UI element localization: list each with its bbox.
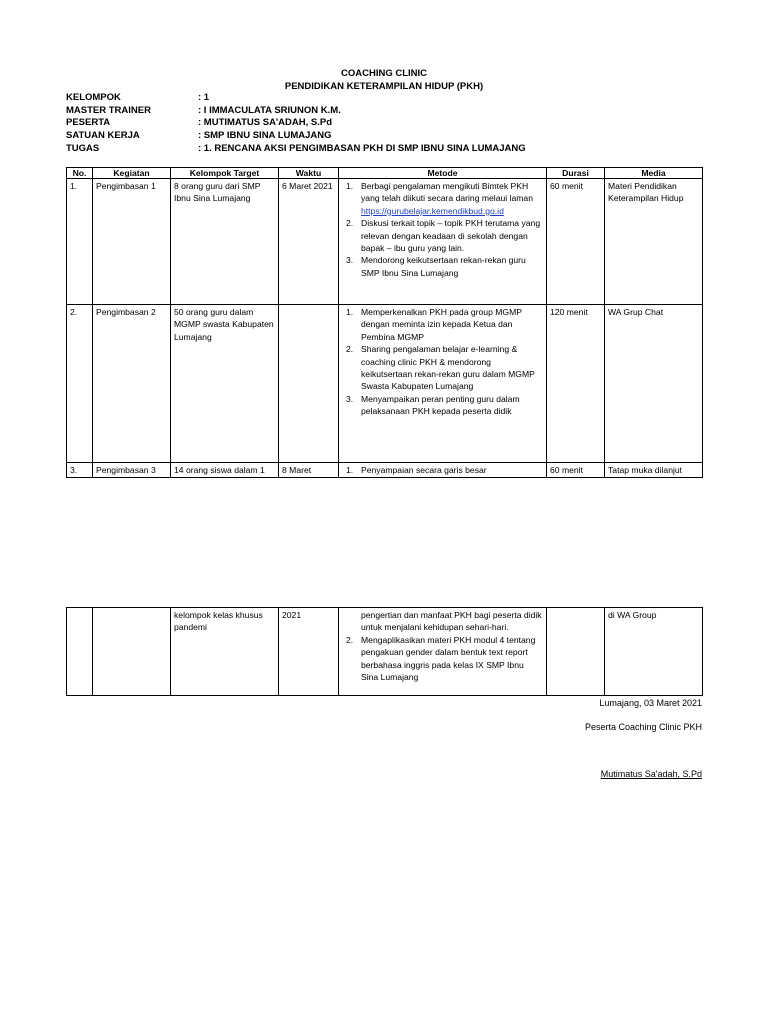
method-item: 2. Mengaplikasikan materi PKH modul 4 tentang pengakuan gender dalam bentuk text report berbahasa inggris pada kelas IX SMP Ibnu Sina Lumajang: [346, 634, 536, 683]
cell-durasi: 120 menit: [547, 305, 605, 463]
meta-key: TUGAS: [66, 143, 100, 154]
cell-media: Materi Pendidikan Keterampilan Hidup: [605, 179, 703, 305]
cell-target: 14 orang siswa dalam 1: [171, 463, 279, 478]
cell-media: di WA Group: [605, 608, 703, 696]
document-title: COACHING CLINIC: [340, 68, 428, 79]
meta-value: : SMP IBNU SINA LUMAJANG: [198, 130, 332, 141]
cell-durasi: 60 menit: [547, 179, 605, 305]
table-row: [67, 305, 703, 463]
col-header-kegiatan: Kegiatan: [93, 168, 171, 179]
col-header-durasi: Durasi: [547, 168, 605, 179]
place-date: Lumajang, 03 Maret 2021: [599, 698, 702, 708]
cell-target: 8 orang guru dari SMP Ibnu Sina Lumajang: [171, 179, 279, 305]
meta-value: : I IMMACULATA SRIUNON K.M.: [198, 105, 341, 116]
cell-waktu: 6 Maret 2021: [279, 179, 339, 305]
col-header-kelompok-target: Kelompok Target: [171, 168, 279, 179]
method-item: 3. Menyampaikan peran penting guru dalam pelaksanaan PKH kepada peserta didik: [346, 393, 520, 417]
method-item: 1. Penyampaian secara garis besar: [346, 465, 487, 475]
table-row: [67, 463, 703, 478]
cell-kegiatan: Pengimbasan 1: [93, 179, 171, 305]
signatory-role: Peserta Coaching Clinic PKH: [584, 722, 702, 732]
col-header-no: No.: [67, 168, 93, 179]
gurubelajar-link[interactable]: https://gurubelajar.kemendikbud.go.id: [361, 205, 504, 216]
cell-waktu: [279, 305, 339, 463]
meta-value: : 1. RENCANA AKSI PENGIMBASAN PKH DI SMP IBNU SINA LUMAJANG: [198, 143, 526, 154]
action-plan-table: [66, 167, 703, 478]
cell-waktu: 2021: [279, 608, 339, 696]
cell-target: kelompok kelas khusus pandemi: [171, 608, 279, 696]
cell-kegiatan: [93, 608, 171, 696]
meta-key: PESERTA: [66, 117, 111, 128]
cell-metode: [339, 463, 547, 478]
cell-no: 1.: [67, 179, 93, 305]
action-plan-table-continued: [66, 607, 703, 696]
cell-no: 2.: [67, 305, 93, 463]
cell-waktu: 8 Maret: [279, 463, 339, 478]
col-header-media: Media: [605, 168, 703, 179]
meta-key: KELOMPOK: [66, 92, 121, 103]
method-item-continued: pengertian dan manfaat PKH bagi peserta didik untuk menjalani kehidupan sehari-hari.: [361, 610, 542, 633]
meta-key: MASTER TRAINER: [66, 105, 151, 116]
meta-key: SATUAN KERJA: [66, 130, 140, 141]
meta-value: : 1: [198, 92, 210, 103]
method-item: 1. Memperkenalkan PKH pada group MGMP dengan meminta izin kepada Ketua dan Pembina MGMP: [346, 307, 522, 342]
cell-metode: [339, 305, 547, 463]
cell-no: [67, 608, 93, 696]
cell-target: 50 orang guru dalam MGMP swasta Kabupaten Lumajang: [171, 305, 279, 463]
cell-media: Tatap muka dilanjut: [605, 463, 703, 478]
cell-durasi: [547, 608, 605, 696]
cell-metode: [339, 608, 547, 696]
col-header-waktu: Waktu: [279, 168, 339, 179]
document-subtitle: PENDIDIKAN KETERAMPILAN HIDUP (PKH): [284, 81, 484, 92]
cell-durasi: 60 menit: [547, 463, 605, 478]
cell-kegiatan: Pengimbasan 2: [93, 305, 171, 463]
cell-metode: [339, 179, 547, 305]
col-header-metode: Metode: [339, 168, 547, 179]
cell-no: 3.: [67, 463, 93, 478]
table-row: [67, 179, 703, 305]
signatory-name: Mutimatus Sa'adah, S.Pd: [600, 769, 702, 779]
method-item: 3. Mendorong keikutsertaan rekan-rekan guru SMP Ibnu Sina Lumajang: [346, 255, 526, 278]
method-item: 1. Berbagi pengalaman mengikuti Bimtek PKH yang telah diikuti secara daring melaui laman https://gurubelajar.kemendikbud.go.id: [346, 181, 533, 216]
meta-value: : MUTIMATUS SA'ADAH, S.Pd: [198, 117, 333, 128]
method-item: 2. Sharing pengalaman belajar e-learning & coaching clinic PKH & mendorong keikutsertaan rekan-rekan guru dalam MGMP Swasta Kabupaten Lumajang: [346, 344, 535, 392]
cell-kegiatan: Pengimbasan 3: [93, 463, 171, 478]
table-row: [67, 608, 703, 696]
cell-media: WA Grup Chat: [605, 305, 703, 463]
table-header-row: [67, 168, 703, 179]
method-item: 2. Diskusi terkait topik – topik PKH terutama yang relevan dengan keadaan di sekolah dengan bapak – ibu guru yang lain.: [346, 218, 541, 254]
